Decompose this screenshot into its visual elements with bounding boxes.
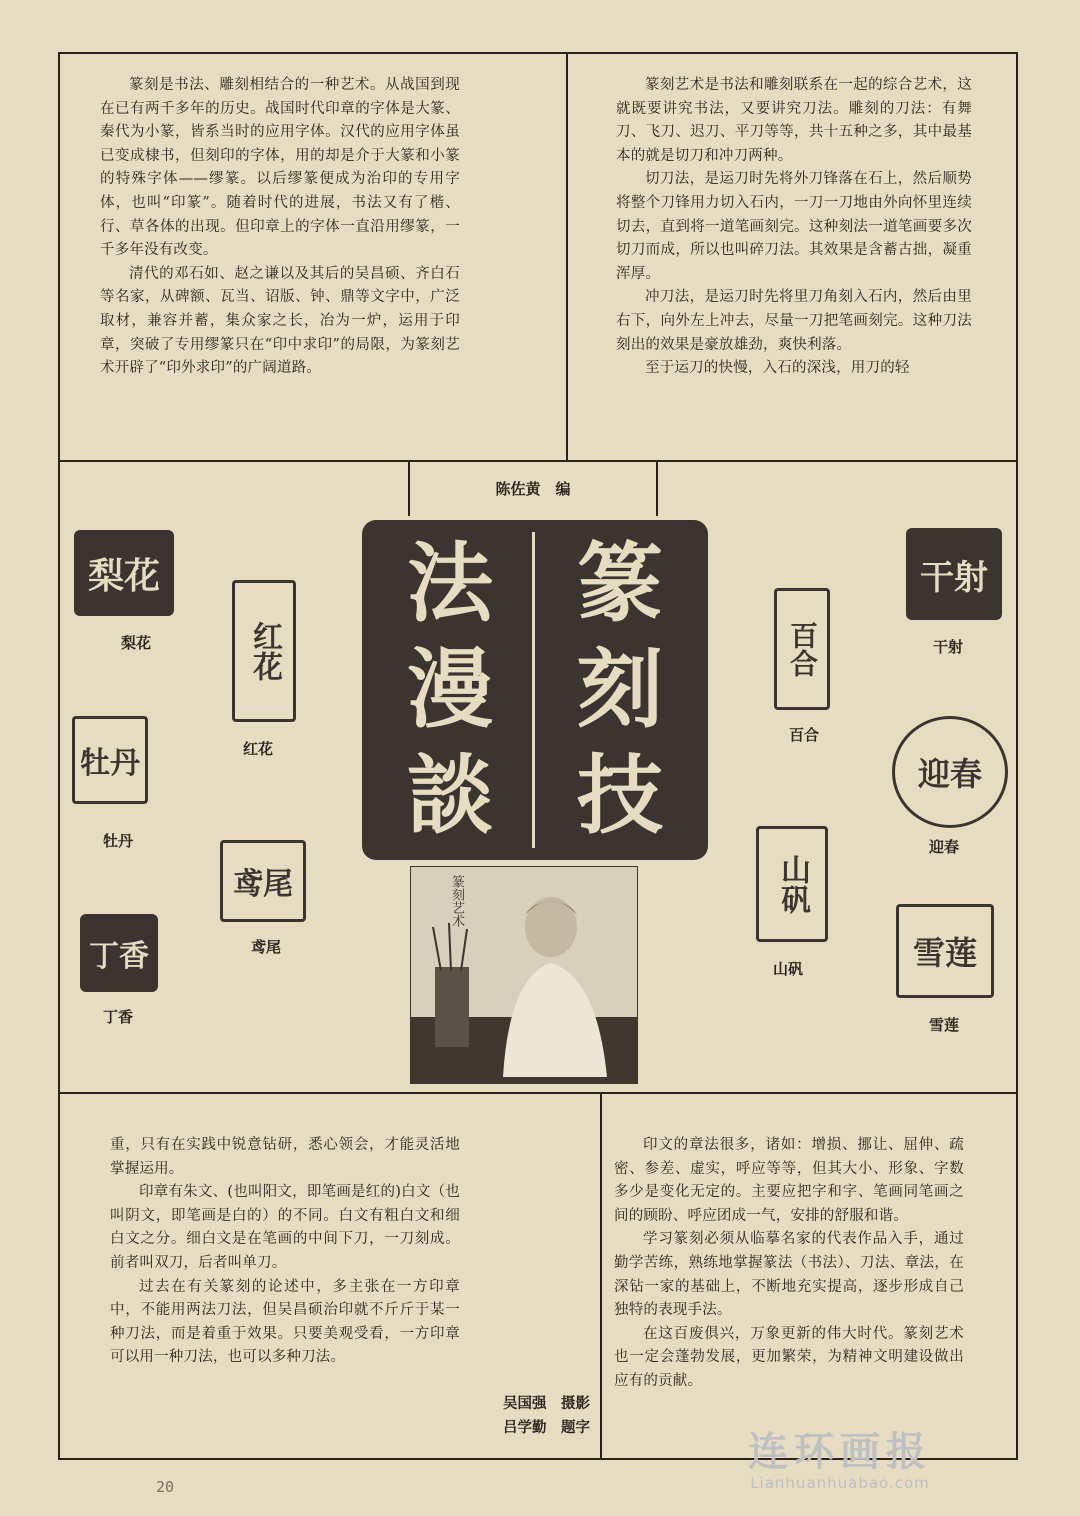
divider-top-center bbox=[566, 52, 568, 462]
seal-dingxiang: 丁香 bbox=[80, 914, 158, 992]
title-char: 法 bbox=[407, 534, 493, 634]
article-bottom-left bbox=[110, 1134, 460, 1370]
seal-label-ganshe: 干射 bbox=[932, 638, 963, 656]
page-number: 20 bbox=[156, 1478, 175, 1496]
title-divider bbox=[532, 532, 535, 848]
photo-credit: 吴国强 摄影 bbox=[503, 1396, 590, 1412]
paragraph: 至于运刀的快慢，入石的深浅，用刀的轻 bbox=[645, 360, 910, 377]
seal-label-yingchun: 迎春 bbox=[928, 838, 959, 856]
paragraph: 重，只有在实践中锐意钻研，悉心领会，才能灵活地掌握运用。 bbox=[110, 1137, 460, 1177]
watermark-cn: 连环画报 bbox=[748, 1429, 932, 1475]
seal-label-dingxiang: 丁香 bbox=[102, 1008, 133, 1026]
title-char: 刻 bbox=[577, 640, 663, 740]
title-char: 漫 bbox=[407, 640, 493, 740]
watermark-en: Lianhuanhuabao.com bbox=[750, 1474, 930, 1492]
seal-xuelian: 雪莲 bbox=[896, 904, 994, 998]
title-seal bbox=[362, 520, 708, 860]
article-top-left bbox=[100, 74, 460, 381]
paragraph: 印文的章法很多，诸如：增损、挪让、屈伸、疏密、参差、虚实，呼应等等，但其大小、形象、字数多少是变化无定的。主要应把字和字、笔画同笔画之间的顾盼、呼应团成一气，安排的舒服和谐。 bbox=[614, 1137, 964, 1224]
seal-ganshe: 干射 bbox=[906, 528, 1002, 620]
seal-yuanwei: 鸢尾 bbox=[220, 840, 306, 922]
paragraph: 印章有朱文、(也叫阳文，即笔画是红的)白文（也叫阴文，即笔画是白的）的不同。白文有粗白文和细白文之分。细白文是在笔画的中间下刀，一刀刻成。前者叫双刀，后者叫单刀。 bbox=[110, 1184, 460, 1271]
divider-bottom-center bbox=[600, 1092, 602, 1460]
watermark bbox=[710, 1430, 970, 1492]
paragraph: 过去在有关篆刻的论述中，多主张在一方印章中，不能用两法刀法，但吴昌硕治印就不斤斤于某一种刀法，而是着重于效果。只要美观受看，一方印章可以用一种刀法，也可以多种刀法。 bbox=[110, 1278, 460, 1366]
seal-lihua: 梨花 bbox=[74, 530, 174, 616]
title-char: 篆 bbox=[577, 534, 663, 634]
seal-label-honghua: 红花 bbox=[242, 740, 273, 758]
paragraph: 在这百废俱兴，万象更新的伟大时代。篆刻艺术也一定会蓬勃发展，更加繁荣，为精神文明建设做出应有的贡献。 bbox=[614, 1325, 964, 1389]
seal-mudan: 牡丹 bbox=[72, 716, 148, 804]
credits bbox=[480, 1392, 590, 1440]
article-top-right bbox=[616, 74, 972, 381]
seal-label-lihua: 梨花 bbox=[120, 634, 151, 652]
divider-top bbox=[58, 460, 1018, 462]
paragraph: 冲刀法，是运刀时先将里刀角刻入石内，然后由里右下，向外左上冲去，尽量一刀把笔画刻完。这种刀法刻出的效果是豪放雄劲，爽快利落。 bbox=[616, 289, 972, 353]
editor-box-right bbox=[656, 460, 658, 516]
paragraph: 切刀法，是运刀时先将外刀锋落在石上，然后顺势将整个刀锋用力切入石内，一刀一刀地由外向怀里连续切去，直到将一道笔画刻完。这种刻法一道笔画要多次切刀而成，所以也叫碎刀法。其效果是含蓄古拙，凝重浑厚。 bbox=[616, 171, 972, 282]
seal-shanfan: 山矾 bbox=[756, 826, 828, 942]
paragraph: 学习篆刻必须从临摹名家的代表作品入手，通过勤学苦练，熟练地掌握篆法（书法）、刀法、章法，在深钻一家的基础上，不断地充实提高，逐步形成自己独特的表现手法。 bbox=[614, 1231, 964, 1319]
title-char: 談 bbox=[407, 746, 493, 846]
artist-photo-drawing bbox=[411, 867, 638, 1084]
photo-inscription: 篆刻艺术 bbox=[449, 875, 464, 927]
article-bottom-right bbox=[614, 1134, 964, 1394]
paragraph: 篆刻艺术是书法和雕刻联系在一起的综合艺术，这就既要讲究书法，又要讲究刀法。雕刻的刀法：有舞刀、飞刀、迟刀、平刀等等，共十五种之多，其中最基本的就是切刀和冲刀两种。 bbox=[616, 77, 972, 164]
seal-label-baihe: 百合 bbox=[788, 726, 819, 744]
seal-honghua: 红花 bbox=[232, 580, 296, 722]
title-char: 技 bbox=[577, 746, 663, 846]
seal-yingchun: 迎春 bbox=[892, 716, 1008, 828]
calligraphy-credit: 吕学勤 题字 bbox=[503, 1420, 590, 1436]
seal-baihe: 百合 bbox=[774, 588, 830, 710]
paragraph: 篆刻是书法、雕刻相结合的一种艺术。从战国到现在已有两千多年的历史。战国时代印章的字体是大篆、秦代为小篆，皆系当时的应用字体。汉代的应用字体虽已变成棣书，但刻印的字体，用的却是介于大篆和小篆的特殊字体——缪篆。以后缪篆便成为治印的专用字体，也叫“印篆”。随着时代的进展，书法又有了楷、行、草各体的出现。但印章上的字体一直沿用缪篆，一千多年没有改变。 bbox=[100, 77, 460, 259]
paragraph: 清代的邓石如、赵之谦以及其后的吴昌硕、齐白石等名家，从碑额、瓦当、诏版、钟、鼎等文字中，广泛取材，兼容并蓄，集众家之长，冶为一炉，运用于印章，突破了专用缪篆只在“印中求印”的局限，为篆刻艺术开辟了“印外求印”的广阔道路。 bbox=[100, 265, 460, 377]
seal-label-xuelian: 雪莲 bbox=[928, 1016, 959, 1034]
seal-label-shanfan: 山矾 bbox=[772, 960, 803, 978]
seal-label-mudan: 牡丹 bbox=[102, 832, 133, 850]
divider-bottom bbox=[58, 1092, 1018, 1094]
artist-photo bbox=[410, 866, 638, 1084]
seal-label-yuanwei: 鸢尾 bbox=[250, 938, 281, 956]
editor-credit: 陈佐黄 编 bbox=[495, 480, 571, 498]
